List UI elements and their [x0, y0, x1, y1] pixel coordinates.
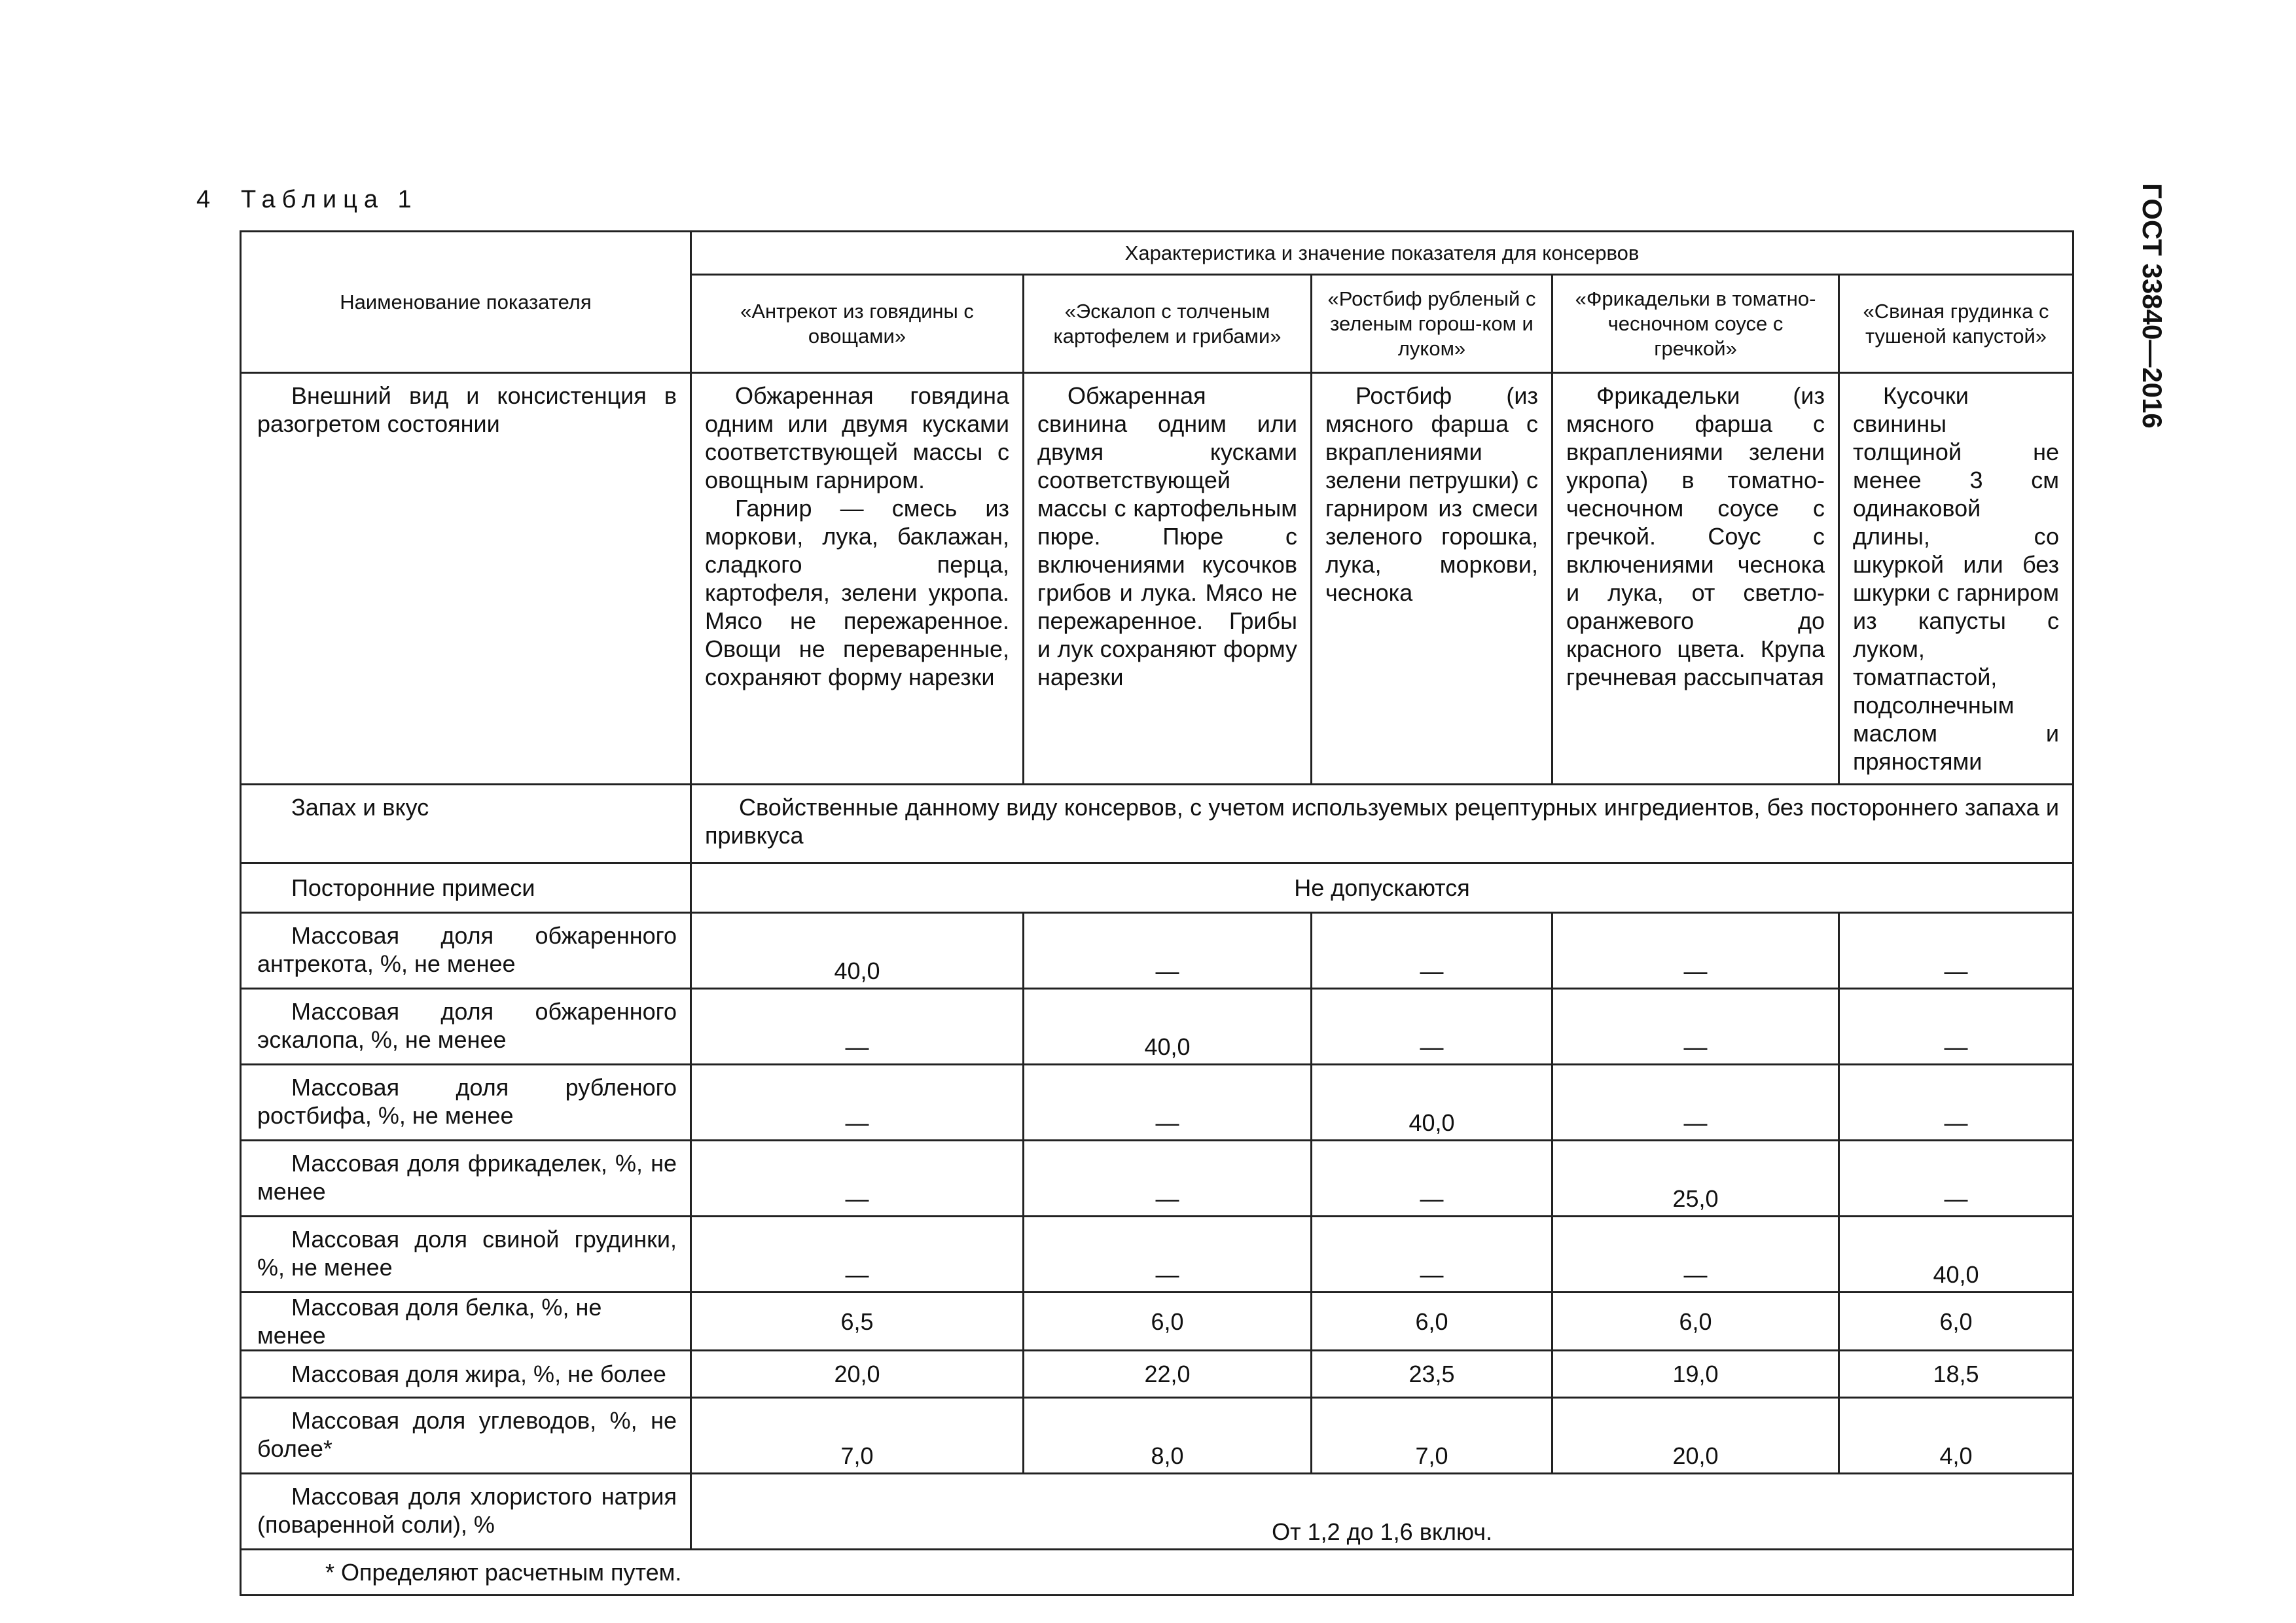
standard-designation: [2135, 183, 2200, 458]
row-name: Внешний вид и консистенция в разогретом состоянии: [241, 373, 691, 785]
value-cell: 22,0: [1024, 1351, 1312, 1398]
table-row: [241, 373, 2073, 785]
value-cell: 20,0: [1552, 1398, 1839, 1474]
value-cell: 40,0: [691, 913, 1024, 989]
table-row: [241, 1351, 2073, 1398]
impurities-value: Не допускаются: [691, 863, 2073, 913]
appearance-cell: Обжаренная говядина одним или двумя кусками соответствующей массы с овощным гарниром. Гарнир — смесь из моркови, лука, баклажан, сладкого перца, картофеля, зелени укропа. Мясо не пережаренное. Овощи не переваренные, сохраняют форму нарезки: [691, 373, 1024, 785]
value-cell: 23,5: [1312, 1351, 1552, 1398]
value-cell: —: [1839, 913, 2073, 989]
value-cell: —: [1312, 913, 1552, 989]
table-row: [241, 1141, 2073, 1217]
table-row: [241, 1217, 2073, 1293]
value-cell: —: [1839, 989, 2073, 1065]
appearance-cell: Обжаренная свинина одним или двумя кусками соответствующей массы с картофельным пюре. Пюре с включениями кусочков грибов и лука. Мясо не пережаренное. Грибы и лук сохраняют форму нарезки: [1024, 373, 1312, 785]
row-name: Массовая доля рубленого ростбифа, %, не менее: [241, 1065, 691, 1141]
table-row: [241, 1293, 2073, 1351]
value-cell: —: [1024, 1065, 1312, 1141]
row-name: Массовая доля жира, %, не более: [241, 1351, 691, 1398]
table-row: [241, 913, 2073, 989]
page-number: 4: [196, 186, 211, 213]
row-name: Массовая доля хлористого натрия (поваренной соли), %: [241, 1474, 691, 1550]
value-cell: —: [691, 1141, 1024, 1217]
value-cell: 7,0: [1312, 1398, 1552, 1474]
value-cell: 40,0: [1024, 989, 1312, 1065]
value-cell: 4,0: [1839, 1398, 2073, 1474]
value-cell: 19,0: [1552, 1351, 1839, 1398]
header-product-escalope: «Эскалоп с толченым картофелем и грибами»: [1024, 275, 1312, 373]
value-cell: —: [1312, 989, 1552, 1065]
table-row: [241, 785, 2073, 863]
value-cell: —: [691, 989, 1024, 1065]
value-cell: —: [1312, 1217, 1552, 1293]
header-product-roastbeef: «Ростбиф рубленый с зеленым горош-ком и луком»: [1312, 275, 1552, 373]
value-cell: 25,0: [1552, 1141, 1839, 1217]
value-cell: —: [1552, 913, 1839, 989]
value-cell: 6,0: [1312, 1293, 1552, 1351]
specification-table: [240, 230, 2074, 1596]
smell-value: Свойственные данному виду консервов, с учетом используемых рецептурных ингредиентов, без постороннего запаха и привкуса: [691, 785, 2073, 863]
table-caption: Таблица 1: [241, 186, 418, 213]
standard-designation-text: ГОСТ 33840—2016: [2137, 183, 2168, 429]
value-cell: —: [1024, 913, 1312, 989]
salt-value: От 1,2 до 1,6 включ.: [691, 1474, 2073, 1550]
table-row: [241, 1398, 2073, 1474]
value-cell: 7,0: [691, 1398, 1024, 1474]
value-cell: 8,0: [1024, 1398, 1312, 1474]
value-cell: —: [691, 1065, 1024, 1141]
value-cell: 6,0: [1024, 1293, 1312, 1351]
value-cell: —: [1024, 1141, 1312, 1217]
row-name: Посторонние примеси: [241, 863, 691, 913]
appearance-cell: Ростбиф (из мясного фарша с вкраплениями зелени петрушки) с гарниром из смеси зеленого горошка, лука, моркови, чеснока: [1312, 373, 1552, 785]
header-characteristics: Характеристика и значение показателя для консервов: [691, 232, 2073, 275]
row-name: Массовая доля обжаренного антрекота, %, не менее: [241, 913, 691, 989]
row-name: Массовая доля фрикаделек, %, не менее: [241, 1141, 691, 1217]
table-row: [241, 1065, 2073, 1141]
header-product-meatballs: «Фрикадельки в томатно-чесночном соусе с гречкой»: [1552, 275, 1839, 373]
table-footnote: * Определяют расчетным путем.: [241, 1550, 2073, 1596]
table-row: [241, 1474, 2073, 1550]
appearance-cell: Кусочки свинины толщиной не менее 3 см одинаковой длины, со шкуркой или без шкурки с гарниром из капусты с луком, томатпастой, подсолнечным маслом и пряностями: [1839, 373, 2073, 785]
value-cell: 6,0: [1552, 1293, 1839, 1351]
row-name: Массовая доля обжаренного эскалопа, %, не менее: [241, 989, 691, 1065]
value-cell: —: [691, 1217, 1024, 1293]
value-cell: 20,0: [691, 1351, 1024, 1398]
value-cell: —: [1552, 1065, 1839, 1141]
value-cell: 18,5: [1839, 1351, 2073, 1398]
value-cell: —: [1552, 989, 1839, 1065]
row-name: Массовая доля углеводов, %, не более*: [241, 1398, 691, 1474]
appearance-cell: Фрикадельки (из мясного фарша с вкраплениями зелени укропа) в томатно-чесночном соусе с гречкой. Соус с включениями чеснока и лука, от светло-оранжевого до красного цвета. Крупа гречневая рассыпчатая: [1552, 373, 1839, 785]
row-name: Массовая доля свиной грудинки, %, не менее: [241, 1217, 691, 1293]
table-row: [241, 989, 2073, 1065]
value-cell: 40,0: [1312, 1065, 1552, 1141]
value-cell: —: [1024, 1217, 1312, 1293]
table-row: [241, 863, 2073, 913]
value-cell: —: [1312, 1141, 1552, 1217]
header-product-entrecote: «Антрекот из говядины с овощами»: [691, 275, 1024, 373]
value-cell: —: [1552, 1217, 1839, 1293]
value-cell: 6,5: [691, 1293, 1024, 1351]
value-cell: —: [1839, 1141, 2073, 1217]
header-product-pork-belly: «Свиная грудинка с тушеной капустой»: [1839, 275, 2073, 373]
header-indicator-name: Наименование показателя: [241, 232, 691, 373]
row-name: Массовая доля белка, %, не менее: [241, 1293, 691, 1351]
value-cell: 40,0: [1839, 1217, 2073, 1293]
value-cell: —: [1839, 1065, 2073, 1141]
row-name: Запах и вкус: [241, 785, 691, 863]
value-cell: 6,0: [1839, 1293, 2073, 1351]
